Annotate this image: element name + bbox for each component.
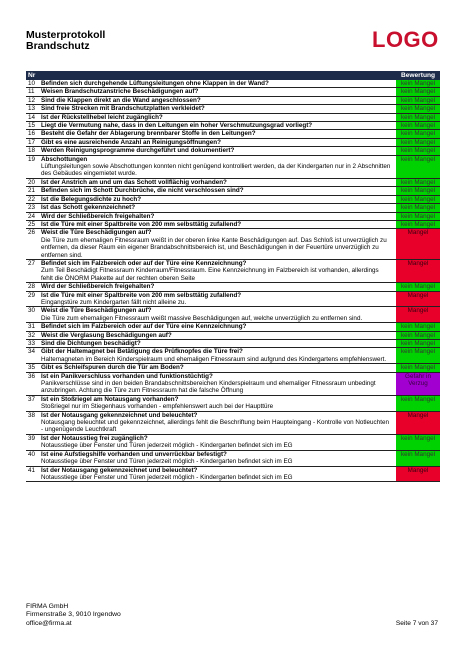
- row-question: [41, 212, 396, 220]
- rating-cell: kein Mangel: [396, 195, 440, 203]
- table-row: [26, 105, 440, 113]
- question-text: Wird der Schließbereich freigehalten?: [41, 212, 155, 220]
- row-question: [41, 450, 396, 466]
- row-number: 14: [26, 113, 41, 121]
- column-header-nr: Nr: [26, 71, 41, 80]
- question-description: Panikverschlüsse sind in den beiden Brandabschnittsbereichen Kinderspielraum und ehemaliger Fitnessraum unbedingt anzubringen. Achtung die Türe zum Fitnessraum hat die falsche Öffnung: [41, 380, 376, 395]
- question-text: Sind die Dichtungen beschädigt?: [41, 340, 141, 347]
- question-description: Lüftungsleitungen sowie Abschottungen konnten nicht genügend kontrolliert werden, da der Kindergarten nur in 2 Abschnitten des Gebäudes eingemietet wurde.: [41, 163, 391, 178]
- inspection-table: [26, 71, 440, 482]
- row-question: [41, 195, 396, 203]
- rating-cell: Gefahr in Verzug: [396, 372, 440, 395]
- row-question: [41, 348, 396, 364]
- table-row: [26, 395, 440, 411]
- table-row: [26, 113, 440, 121]
- row-number: 38: [26, 411, 41, 434]
- row-number: 27: [26, 259, 41, 282]
- column-header-rating: Bewertung: [396, 71, 440, 80]
- row-question: [41, 434, 396, 450]
- table-row: [26, 147, 440, 155]
- footer-company: FIRMA GmbH: [26, 603, 69, 610]
- row-question: [41, 340, 396, 348]
- question-text: Weisen Brandschutzanstriche Beschädigungen auf?: [41, 88, 199, 96]
- title-line-1: Musterprotokoll: [26, 29, 106, 41]
- question-text: Wird der Schließbereich freigehalten?: [41, 283, 155, 291]
- row-number: 22: [26, 195, 41, 203]
- row-number: 35: [26, 364, 41, 372]
- inspection-table-body: [26, 71, 440, 482]
- footer-street: Firmenstraße 3, 9010 Irgendwo: [26, 611, 121, 619]
- table-row: [26, 130, 440, 138]
- question-text: Weist die Verglasung Beschädigungen auf?: [41, 331, 172, 339]
- row-question: [41, 80, 396, 88]
- row-number: 32: [26, 331, 41, 339]
- question-text: Befindet sich im Falzbereich oder auf der Türe eine Kennzeichnung?: [41, 323, 247, 331]
- table-row: [26, 187, 440, 195]
- rating-cell: kein Mangel: [396, 395, 440, 411]
- table-row: [26, 229, 440, 260]
- question-description: Zum Teil Beschädigt Fitnessraum Kinderraum/Fitnessraum. Eine Kennzeichnung im Falzbereich ist vorhanden, allerdings fehlt die ÖNORM Plakette auf der rechten oberen Seite: [41, 267, 379, 282]
- row-number: 31: [26, 323, 41, 331]
- row-question: [41, 204, 396, 212]
- table-row: [26, 220, 440, 228]
- rating-cell: Mangel: [396, 411, 440, 434]
- row-number: 34: [26, 348, 41, 364]
- row-question: [41, 155, 396, 178]
- question-text: Ist eine Aufstiegshilfe vorhanden und unverrückbar befestigt?: [41, 450, 227, 458]
- question-text: Liegt die Vermutung nahe, dass in den Leitungen ein hoher Verschmutzungsgrad vorliegt?: [41, 122, 313, 130]
- row-number: 28: [26, 283, 41, 291]
- table-row: [26, 340, 440, 348]
- row-number: 17: [26, 138, 41, 146]
- table-row: [26, 96, 440, 104]
- row-question: [41, 259, 396, 282]
- question-text: Besteht die Gefahr der Ablagerung brennbarer Stoffe in den Leitungen?: [41, 130, 256, 138]
- row-question: [41, 307, 396, 323]
- document-title: [26, 30, 105, 52]
- question-description: Notausgang beleuchtet und gekennzeichnet, allerdings fehlt die Beschriftung beim Haupteingang - Kontrolle von Notleuchten - ungenügende Leuchtkraft: [41, 419, 389, 434]
- question-description: Notausstiege über Fenster und Türen jederzeit möglich - Kindergarten befindet sich im EG: [41, 458, 293, 466]
- page-number: Seite 7 von 37: [395, 620, 438, 627]
- rating-cell: kein Mangel: [396, 88, 440, 96]
- row-question: [41, 323, 396, 331]
- table-row: [26, 331, 440, 339]
- row-question: [41, 331, 396, 339]
- question-text: Ist die Türe mit einer Spaltbreite von 200 mm selbsttätig zufallend?: [41, 291, 242, 299]
- row-number: 21: [26, 187, 41, 195]
- table-row: [26, 155, 440, 178]
- rating-cell: kein Mangel: [396, 113, 440, 121]
- question-text: Weist die Türe Beschädigungen auf?: [41, 229, 152, 237]
- company-logo: LOGO: [372, 27, 439, 52]
- question-text: Ist ein Panikverschluss vorhanden und funktionstüchtig?: [41, 372, 213, 380]
- question-text: Ist ein Stoßriegel am Notausgang vorhanden?: [41, 395, 179, 403]
- row-question: [41, 113, 396, 121]
- question-description: Stoßriegel nur im Stiegenhaus vorhanden - empfehlenswert auch bei der Haupttüre: [41, 403, 274, 411]
- rating-cell: kein Mangel: [396, 220, 440, 228]
- rating-cell: kein Mangel: [396, 364, 440, 372]
- table-row: [26, 291, 440, 307]
- row-number: 39: [26, 434, 41, 450]
- table-row: [26, 88, 440, 96]
- row-question: [41, 138, 396, 146]
- row-number: 30: [26, 307, 41, 323]
- row-number: 24: [26, 212, 41, 220]
- question-text: Ist die Türe mit einer Spaltbreite von 200 mm selbsttätig zufallend?: [41, 220, 242, 228]
- row-question: [41, 220, 396, 228]
- rating-cell: kein Mangel: [396, 105, 440, 113]
- rating-cell: kein Mangel: [396, 122, 440, 130]
- rating-cell: kein Mangel: [396, 434, 440, 450]
- question-text: Ist der Notausgang gekennzeichnet und beleuchtet?: [41, 411, 198, 419]
- table-row: [26, 466, 440, 482]
- question-text: Ist der Anstrich am und um das Schott vollflächig vorhanden?: [41, 178, 227, 186]
- rating-cell: Mangel: [396, 259, 440, 282]
- rating-cell: kein Mangel: [396, 178, 440, 186]
- row-question: [41, 96, 396, 104]
- table-row: [26, 122, 440, 130]
- rating-cell: kein Mangel: [396, 130, 440, 138]
- rating-cell: kein Mangel: [396, 80, 440, 88]
- row-number: 12: [26, 96, 41, 104]
- row-number: 13: [26, 105, 41, 113]
- question-description: Die Türe zum ehemaligen Fitnessraum weißt in der oberen linke Kante Beschädigungen auf. Das Schloß ist unverzüglich zu entfernen, da dieser Raum ein eigener Brandabschnittsbereich ist, und Beschädigungen in der Feuertüre unverzüglich zu entfernen sind.: [41, 236, 387, 259]
- table-row: [26, 138, 440, 146]
- question-text: Ist der Rückstellhebel leicht zugänglich?: [41, 113, 163, 121]
- rating-cell: kein Mangel: [396, 147, 440, 155]
- question-text: Befinden sich im Schott Durchbrüche, die nicht verschlossen sind?: [41, 187, 244, 195]
- rating-cell: Mangel: [396, 291, 440, 307]
- table-row: [26, 372, 440, 395]
- row-question: [41, 364, 396, 372]
- table-row: [26, 323, 440, 331]
- rating-cell: Mangel: [396, 229, 440, 260]
- row-number: 18: [26, 147, 41, 155]
- table-row: [26, 307, 440, 323]
- question-text: Weist die Türe Beschädigungen auf?: [41, 307, 152, 315]
- row-question: [41, 395, 396, 411]
- rating-cell: kein Mangel: [396, 323, 440, 331]
- table-row: [26, 348, 440, 364]
- question-text: Sind die Klappen direkt an die Wand angeschlossen?: [41, 96, 201, 104]
- rating-cell: kein Mangel: [396, 96, 440, 104]
- row-number: 33: [26, 340, 41, 348]
- table-row: [26, 283, 440, 291]
- row-question: [41, 130, 396, 138]
- table-row: [26, 434, 440, 450]
- table-row: [26, 80, 440, 88]
- row-number: 15: [26, 122, 41, 130]
- row-number: 26: [26, 229, 41, 260]
- row-question: [41, 122, 396, 130]
- question-text: Ist der Notausstieg frei zugänglich?: [41, 434, 148, 442]
- row-question: [41, 147, 396, 155]
- question-text: Werden Reinigungsprogramme durchgeführt und dokumentiert?: [41, 147, 235, 155]
- rating-cell: Mangel: [396, 307, 440, 323]
- question-text: Gibt es Schleifspuren durch die Tür am Boden?: [41, 364, 184, 372]
- question-description: Notausstiege über Fenster und Türen jederzeit möglich - Kindergarten befindet sich im EG: [41, 473, 293, 481]
- table-row: [26, 212, 440, 220]
- question-text: Abschottungen: [41, 155, 88, 163]
- rating-cell: kein Mangel: [396, 187, 440, 195]
- question-text: Sind freie Strecken mit Brandschutzplatten verkleidet?: [41, 105, 205, 113]
- row-question: [41, 187, 396, 195]
- row-number: 40: [26, 450, 41, 466]
- row-number: 16: [26, 130, 41, 138]
- row-question: [41, 283, 396, 291]
- title-line-2: Brandschutz: [26, 40, 90, 52]
- row-number: 36: [26, 372, 41, 395]
- question-text: Gibt der Haltemagnet bei Betätigung des Prüfknopfes die Türe frei?: [41, 348, 243, 356]
- rating-cell: kein Mangel: [396, 450, 440, 466]
- row-question: [41, 88, 396, 96]
- question-description: Eingangstüre zum Kindergarten fällt nicht alleine zu.: [41, 298, 187, 306]
- column-header-question: [41, 71, 396, 80]
- row-question: [41, 372, 396, 395]
- row-question: [41, 229, 396, 260]
- question-text: Ist der Notausgang gekennzeichnet und beleuchtet?: [41, 466, 198, 474]
- row-number: 25: [26, 220, 41, 228]
- row-question: [41, 466, 396, 482]
- row-number: 29: [26, 291, 41, 307]
- table-row: [26, 195, 440, 203]
- question-description: Notausstiege über Fenster und Türen jederzeit möglich - Kindergarten befindet sich im EG: [41, 442, 293, 450]
- footer-address: [26, 603, 121, 628]
- question-text: Befinden sich durchgehende Lüftungsleitungen ohne Klappen in der Wand?: [41, 80, 269, 87]
- rating-cell: kein Mangel: [396, 331, 440, 339]
- question-text: Gibt es eine ausreichende Anzahl an Reinigungsöffnungen?: [41, 138, 221, 146]
- footer-email: office@firma.at: [26, 619, 72, 627]
- row-number: 11: [26, 88, 41, 96]
- table-row: [26, 411, 440, 434]
- rating-cell: kein Mangel: [396, 283, 440, 291]
- rating-cell: kein Mangel: [396, 204, 440, 212]
- table-header-row: [26, 71, 440, 80]
- question-text: Ist das Schott gekennzeichnet?: [41, 204, 136, 212]
- rating-cell: kein Mangel: [396, 138, 440, 146]
- rating-cell: kein Mangel: [396, 348, 440, 364]
- rating-cell: kein Mangel: [396, 155, 440, 178]
- row-number: 10: [26, 80, 41, 88]
- row-number: 37: [26, 395, 41, 411]
- row-question: [41, 411, 396, 434]
- rating-cell: kein Mangel: [396, 340, 440, 348]
- question-text: Befindet sich im Falzbereich oder auf der Türe eine Kennzeichnung?: [41, 259, 247, 267]
- rating-cell: kein Mangel: [396, 212, 440, 220]
- row-question: [41, 178, 396, 186]
- question-description: Die Türe zum ehemaligen Fitnessraum weißt massive Beschädigungen auf, welche unverzüglich zu entfernen sind.: [41, 314, 363, 322]
- question-description: Haltemagneten im Bereich Kinderspielraum und ehemaligen Fitnessraum sind aufgrund des Kindergartens empfehlenswert.: [41, 355, 387, 363]
- row-question: [41, 105, 396, 113]
- table-row: [26, 364, 440, 372]
- question-text: Ist die Belegungsdichte zu hoch?: [41, 195, 142, 203]
- row-question: [41, 291, 396, 307]
- row-number: 41: [26, 466, 41, 482]
- table-row: [26, 259, 440, 282]
- table-row: [26, 178, 440, 186]
- row-number: 23: [26, 204, 41, 212]
- row-number: 19: [26, 155, 41, 178]
- table-row: [26, 204, 440, 212]
- table-row: [26, 450, 440, 466]
- rating-cell: Mangel: [396, 466, 440, 482]
- row-number: 20: [26, 178, 41, 186]
